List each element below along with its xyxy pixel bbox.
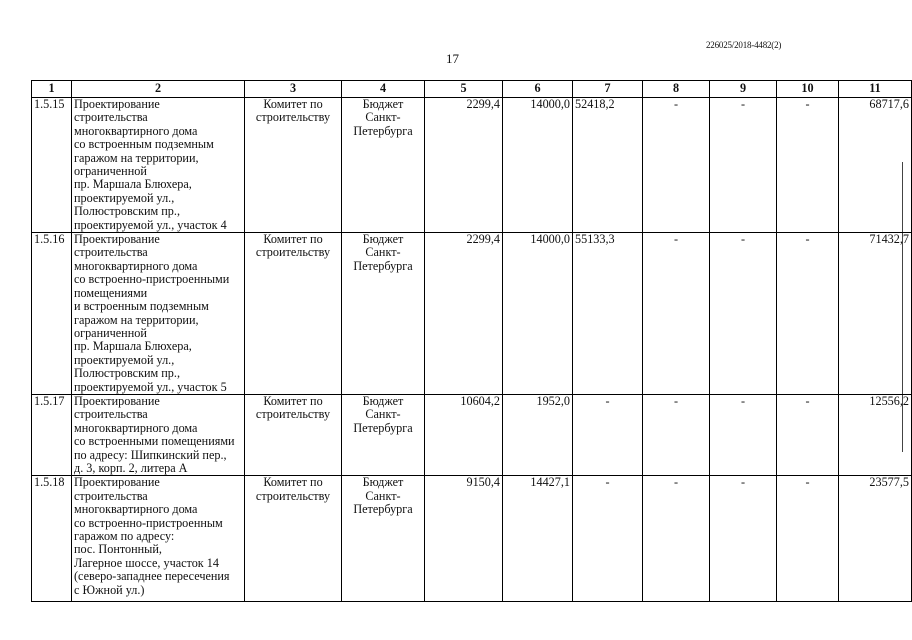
cell-funding-source — [342, 233, 425, 395]
value-col-10: - — [805, 393, 810, 408]
activity-name-line: пр. Маршала Блюхера, — [74, 177, 192, 192]
cell-col-6 — [503, 98, 573, 233]
value-col-7: 55133,3 — [575, 232, 615, 247]
value-col-7: 52418,2 — [575, 97, 615, 111]
cell-col-9 — [710, 394, 777, 475]
activity-name-line: и встроенным подземным — [74, 299, 209, 314]
cell-col-7 — [573, 98, 643, 233]
activity-name-line: со встроенно-пристроенными — [74, 272, 230, 287]
activity-name-line: строительства — [74, 245, 148, 260]
column-header: 5 — [425, 81, 503, 98]
activity-name-line: со встроенными помещениями — [74, 434, 235, 449]
activity-name-line: Проектирование — [74, 232, 160, 247]
activity-name-line: строительства — [74, 407, 148, 422]
table-row — [32, 233, 912, 395]
executor-line: Комитет по — [263, 475, 323, 490]
cell-col-5 — [425, 98, 503, 233]
executor-line: строительству — [255, 488, 331, 503]
cell-col-5 — [425, 394, 503, 475]
table-row — [32, 394, 912, 475]
cell-col-9 — [710, 233, 777, 395]
cell-executor — [245, 233, 342, 395]
activity-name-line: строительства — [74, 110, 148, 125]
cell-funding-source — [342, 476, 425, 602]
activity-name-line: многоквартирного дома — [74, 123, 198, 138]
cell-col-7 — [573, 233, 643, 395]
value-col-6: 1952,0 — [536, 393, 570, 408]
executor-line: строительству — [255, 110, 331, 125]
table-row — [32, 98, 912, 233]
cell-col-9 — [710, 476, 777, 602]
column-header: 10 — [777, 81, 839, 98]
activity-name-line: проектируемой ул., участок 5 — [74, 379, 227, 394]
cell-col-10 — [777, 233, 839, 395]
funding-source-line: Бюджет — [362, 232, 404, 247]
activity-name-line: пос. Понтонный, — [74, 542, 162, 557]
cell-item-number — [32, 233, 72, 395]
value-col-10: - — [805, 232, 810, 247]
activity-name-line: проектируемой ул., — [74, 190, 175, 205]
value-col-5: 9150,4 — [466, 475, 500, 490]
activity-name-line: многоквартирного дома — [74, 502, 198, 517]
funding-source-line: Санкт- — [365, 407, 401, 422]
cell-executor — [245, 394, 342, 475]
value-col-6: 14427,1 — [530, 475, 570, 490]
cell-activity-name — [72, 98, 245, 233]
value-col-5: 2299,4 — [466, 97, 500, 111]
activity-name-line: д. 3, корп. 2, литера А — [74, 460, 188, 475]
activity-name-line: со встроенно-пристроенным — [74, 515, 223, 530]
value-col-8: - — [673, 97, 679, 111]
activity-name-line: гаражом по адресу: — [74, 529, 175, 543]
cell-col-11-total — [839, 476, 912, 602]
cell-col-11-total — [839, 394, 912, 475]
value-col-8: - — [673, 475, 679, 490]
funding-source-line: Петербурга — [353, 123, 413, 138]
cell-activity-name — [72, 394, 245, 475]
column-header: 4 — [342, 81, 425, 98]
funding-source-line: Петербурга — [353, 258, 413, 273]
value-col-9: - — [740, 232, 746, 247]
value-col-11: 12556,2 — [869, 393, 909, 408]
funding-source-line: Петербурга — [353, 502, 413, 517]
value-col-9: - — [740, 393, 746, 408]
activity-name-line: многоквартирного дома — [74, 420, 198, 435]
activity-name-line: строительства — [74, 488, 148, 503]
column-header: 6 — [503, 81, 573, 98]
executor-line: Комитет по — [263, 97, 323, 111]
table-body — [32, 98, 912, 602]
cell-col-5 — [425, 476, 503, 602]
funding-source-line: Бюджет — [362, 393, 404, 408]
cell-funding-source — [342, 394, 425, 475]
item-number: 1.5.15 — [34, 97, 65, 111]
column-header: 11 — [839, 81, 912, 98]
activity-name-line: пр. Маршала Блюхера, — [74, 339, 192, 354]
value-col-6: 14000,0 — [530, 232, 570, 247]
cell-col-11-total — [839, 233, 912, 395]
executor-line: строительству — [255, 407, 331, 422]
cell-col-7 — [573, 476, 643, 602]
activity-name-line: многоквартирного дома — [74, 258, 198, 273]
cell-col-7 — [573, 394, 643, 475]
activity-name-line: Проектирование — [74, 393, 160, 408]
executor-line: Комитет по — [263, 232, 323, 247]
activity-name-line: Проектирование — [74, 475, 160, 490]
table-row — [32, 476, 912, 602]
cell-executor — [245, 98, 342, 233]
activity-name-line: ограниченной — [74, 325, 147, 340]
executor-line: Комитет по — [263, 393, 323, 408]
value-col-11: 23577,5 — [869, 475, 909, 490]
value-col-8: - — [673, 393, 679, 408]
cell-col-5 — [425, 233, 503, 395]
value-col-5: 10604,2 — [460, 393, 500, 408]
cell-col-10 — [777, 476, 839, 602]
cell-col-8 — [643, 233, 710, 395]
column-header: 3 — [245, 81, 342, 98]
funding-source-line: Санкт- — [365, 110, 401, 125]
funding-source-line: Бюджет — [362, 97, 404, 111]
cell-col-10 — [777, 394, 839, 475]
value-col-9: - — [740, 97, 746, 111]
activity-name-line: гаражом на территории, — [74, 312, 199, 327]
cell-item-number — [32, 394, 72, 475]
table-header-row — [32, 81, 912, 98]
activity-name-line: Полюстровским пр., — [74, 204, 180, 219]
item-number: 1.5.17 — [34, 393, 65, 408]
executor-line: строительству — [255, 245, 331, 260]
column-header: 1 — [32, 81, 72, 98]
cell-col-8 — [643, 394, 710, 475]
document-registration-number: 226025/2018-4482(2) — [706, 40, 782, 50]
item-number: 1.5.18 — [34, 475, 65, 490]
funding-source-line: Санкт- — [365, 245, 401, 260]
cell-col-6 — [503, 394, 573, 475]
value-col-8: - — [673, 232, 679, 247]
activity-name-line: Проектирование — [74, 97, 160, 111]
cell-col-9 — [710, 98, 777, 233]
activity-name-line: (северо-западнее пересечения — [74, 569, 230, 584]
cell-col-6 — [503, 476, 573, 602]
cell-item-number — [32, 476, 72, 602]
cell-col-6 — [503, 233, 573, 395]
activity-name-line: помещениями — [74, 285, 148, 300]
activity-name-line: ограниченной — [74, 164, 147, 179]
activity-name-line: со встроенным подземным — [74, 137, 214, 152]
value-col-7: - — [605, 393, 610, 408]
cell-col-11-total — [839, 98, 912, 233]
value-col-11: 71432,7 — [869, 232, 909, 247]
column-header: 8 — [643, 81, 710, 98]
activity-name-line: Полюстровским пр., — [74, 366, 180, 381]
funding-source-line: Бюджет — [362, 475, 404, 490]
activity-name-line: по адресу: Шипкинский пер., — [74, 447, 227, 462]
value-col-10: - — [805, 97, 810, 111]
cell-executor — [245, 476, 342, 602]
cell-activity-name — [72, 233, 245, 395]
cell-activity-name — [72, 476, 245, 602]
value-col-9: - — [740, 475, 746, 490]
activity-name-line: Лагерное шоссе, участок 14 — [74, 555, 219, 570]
value-col-10: - — [805, 475, 810, 490]
funding-source-line: Санкт- — [365, 488, 401, 503]
item-number: 1.5.16 — [34, 232, 65, 247]
program-table — [31, 80, 912, 602]
activity-name-line: проектируемой ул., участок 4 — [74, 217, 227, 232]
page-number: 17 — [446, 51, 459, 66]
activity-name-line: проектируемой ул., — [74, 352, 175, 367]
value-col-5: 2299,4 — [466, 232, 500, 247]
cell-col-8 — [643, 476, 710, 602]
activity-name-line: с Южной ул.) — [74, 582, 145, 597]
column-header: 2 — [72, 81, 245, 98]
column-header: 9 — [710, 81, 777, 98]
cell-item-number — [32, 98, 72, 233]
value-col-6: 14000,0 — [530, 97, 570, 111]
activity-name-line: гаражом на территории, — [74, 150, 199, 165]
cell-col-8 — [643, 98, 710, 233]
cell-col-10 — [777, 98, 839, 233]
column-header: 7 — [573, 81, 643, 98]
value-col-11: 68717,6 — [869, 97, 909, 111]
value-col-7: - — [605, 475, 610, 490]
cell-funding-source — [342, 98, 425, 233]
funding-source-line: Петербурга — [353, 420, 413, 435]
